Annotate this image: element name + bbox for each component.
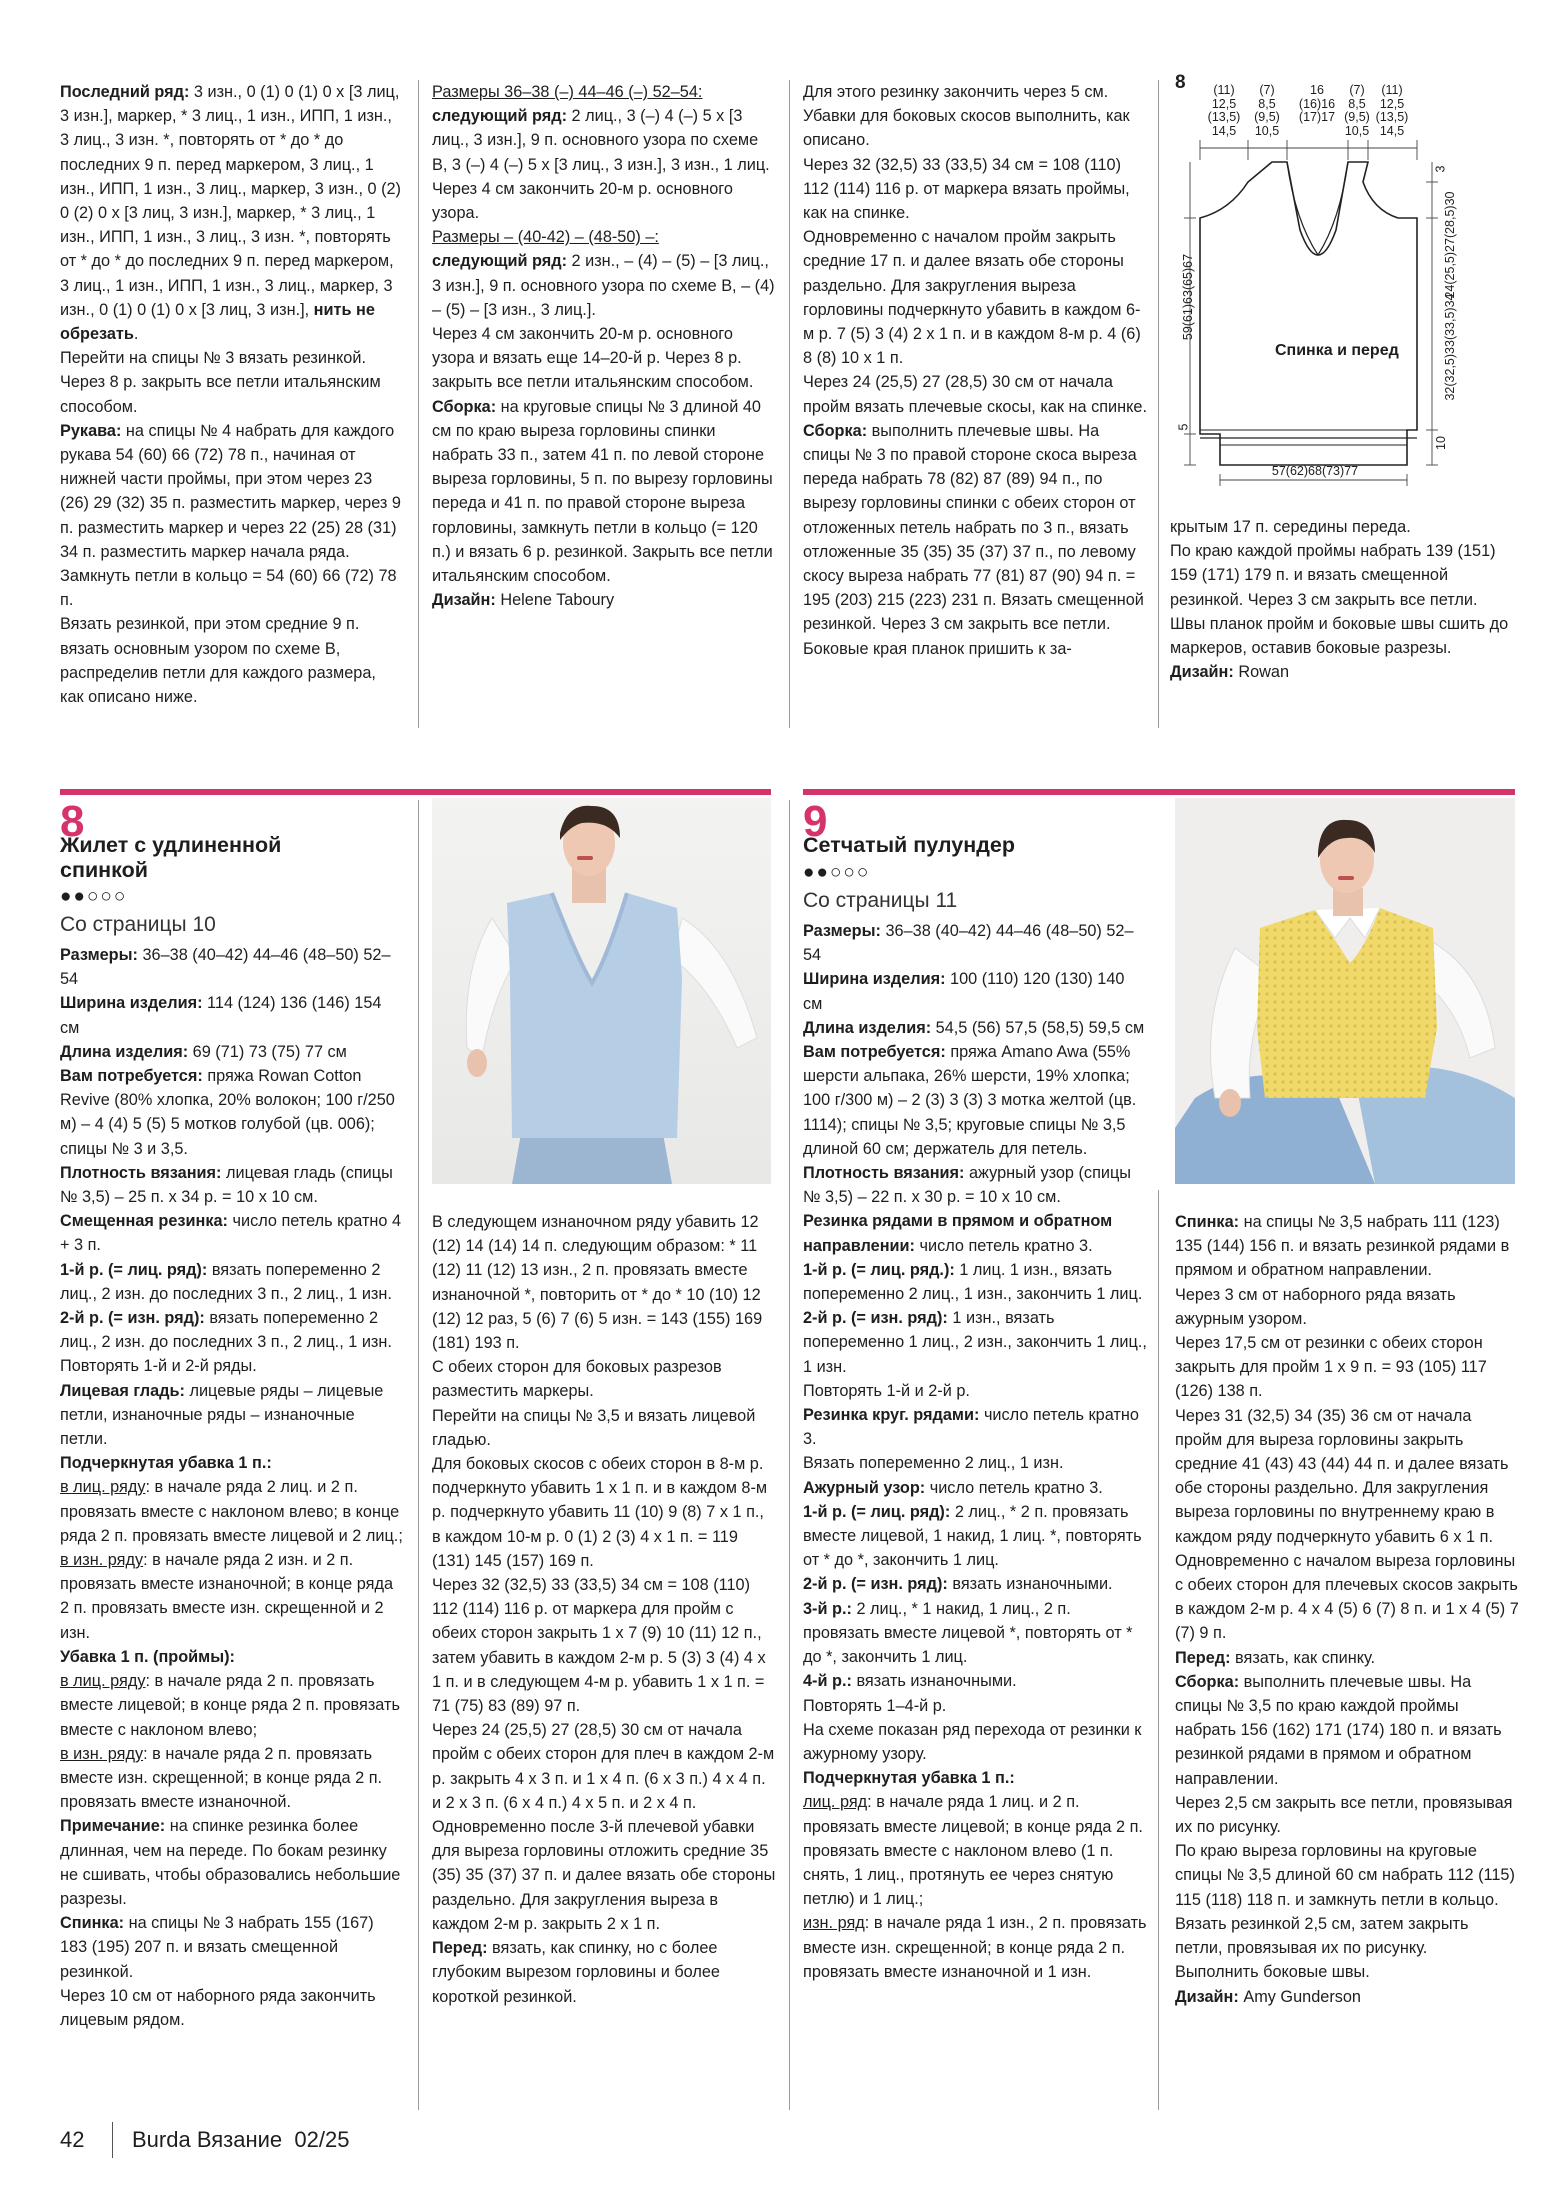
pattern-8-number: 8 (60, 797, 85, 846)
top-dimension (1245, 84, 1289, 138)
paragraph-label: Резинка рядами в прямом и обратном направлении: (803, 1212, 1113, 1255)
c3-assembly-text: выполнить плечевые швы. На спицы № 3 по правой стороне скоса выреза переда набрать 78 (82) 87 (89) 94 п., по вырезу горловины спинки с обеих сторон от отложенных петель набрать по 3 п., вязать отложенные 35 (35) 35 (37) 37 п., по левому скосу выреза набрать 77 (81) 87 (90) 94 п. = 195 (203) 215 (223) 231 п. Вязать смещенной резинкой. Через 3 см закрыть все петли. (803, 421, 1144, 634)
pattern-9-column-1 (803, 919, 1148, 1984)
paragraph-text: пряжа Rowan Cotton Revive (80% хлопка, 20% волокон; 100 г/250 м) – 4 (4) 5 (5) 5 мотков голубой (цв. 006); спицы № 3 и 3,5. (60, 1067, 395, 1158)
next-row-a: 2 лиц., 3 (–) 4 (–) 5 x [3 лиц., 3 изн.], 9 п. основного узора по схеме В, 3 (–) 4 (–) 5 x [3 лиц., 3 изн.], 3 изн., 1 лиц. (432, 107, 770, 174)
paragraph-text: С обеих сторон для боковых разрезов разместить маркеры. (432, 1358, 722, 1401)
dimension-value: 10,5 (1344, 123, 1370, 138)
pattern-8-title: Жилет с удлиненной спинкой (60, 833, 282, 882)
paragraph (803, 1258, 1148, 1306)
paragraph-text: Через 3 см от наборного ряда вязать ажурным узором. (1175, 1285, 1456, 1328)
paragraph-label: Длина изделия: (60, 1042, 189, 1061)
paragraph-text: число петель кратно 4 + 3 п. (60, 1212, 402, 1255)
c3-text1: Для этого резинку закончить через 5 см. Убавки для боковых скосов выполнить, как описано. (803, 83, 1130, 150)
dimension-value: 12,5 (1379, 96, 1405, 111)
paragraph (803, 967, 1148, 1015)
issue-number: 02/25 (294, 2127, 350, 2152)
c3-text4: Через 24 (25,5) 27 (28,5) 30 см от начала пройм вязать плечевые скосы, как на спинке. (803, 373, 1148, 416)
paragraph-text: Amy Gunderson (1243, 1987, 1361, 2006)
paragraph-text: 54,5 (56) 57,5 (58,5) 59,5 см (935, 1018, 1145, 1037)
c4-text1: крытым 17 п. середины переда. (1170, 518, 1411, 536)
next-row-label: следующий ряд: (432, 107, 567, 126)
paragraph (60, 1984, 404, 2032)
paragraph (60, 1064, 404, 1161)
paragraph-text: Вязать резинкой 2,5 см, затем закрыть петли, провязывая их по рисунку. (1175, 1914, 1469, 1958)
dimension-value: (16)16 (1298, 96, 1336, 111)
paragraph (1175, 1670, 1520, 1791)
paragraph-text: 2 лиц., * 1 накид, 1 лиц., 2 п. провязать вместе лицевой *, повторять от * до *, закончить 1 лиц. (803, 1599, 1133, 1667)
paragraph (803, 1161, 1148, 1209)
paragraph (803, 1911, 1148, 1984)
paragraph-text: 114 (124) 136 (146) 154 см (60, 994, 382, 1037)
pullover-photo (1175, 798, 1515, 1184)
paragraph (60, 1475, 404, 1548)
paragraph-text: : в начале ряда 2 изн. и 2 п. провязать вместе изнаночной; в конце ряда 2 п. провязать вместе изн. скрещенной и 2 изн. (60, 1551, 393, 1642)
dimension-value: (7) (1349, 83, 1365, 97)
paragraph (60, 1161, 404, 1209)
paragraph-text: Через 32 (32,5) 33 (33,5) 34 см = 108 (110) 112 (114) 116 р. от маркера для пройм с обеих сторон закрыть 1 x 7 (9) 10 (11) 12 п., затем убавить в каждом 2-м р. 5 (3) 3 (4) 4 x 1 п. и в следующем 4-м р. убавить 1 x 1 п. = 71 (75) 83 (89) 97 п. (432, 1576, 766, 1716)
paragraph (1175, 1331, 1520, 1404)
paragraph (1175, 1985, 1520, 2009)
paragraph (432, 1936, 776, 2009)
dimension-value: (13,5) (1375, 110, 1409, 124)
top-column-4 (1170, 515, 1515, 684)
paragraph (60, 1814, 404, 1911)
left-rib-label: 5 (1176, 423, 1191, 431)
paragraph (803, 1694, 1148, 1718)
paragraph (803, 919, 1148, 967)
column-divider (1158, 80, 1159, 728)
paragraph (60, 1911, 404, 1984)
next-row-b: 2 изн., – (4) – (5) – [3 лиц., 3 изн.], 9 п. основного узора по схеме В, – (4) – (5) – [3 изн., 3 лиц.]. (432, 252, 775, 319)
paragraph-text: число петель кратно 3. (919, 1236, 1093, 1255)
paragraph-text: число петель кратно 3. (803, 1406, 1139, 1449)
paragraph-label: Перед: (432, 1939, 488, 1958)
paragraph (803, 1451, 1148, 1475)
paragraph-text: В следующем изнаночном ряду убавить 12 (12) 14 (14) 14 п. следующим образом: * 11 (12) 11 (12) 13 изн., 2 п. провязать вместе изнаночной *, повторить от * до * 10 (10) 12 (12) 12 раз, 5 (6) 7 (6) 5 изн. = 143 (155) 169 (181) 193 п. (432, 1213, 763, 1353)
paragraph (803, 1379, 1148, 1403)
schematic-diagram (1170, 70, 1510, 510)
paragraph-text: Одновременно после 3-й плечевой убавки для выреза горловины отложить средние 35 (35) 35 (37) 37 п. и далее вязать обе стороны раздельно. Для закругления выреза в каждом 2-м р. закрыть 2 x 1 п. (432, 1818, 776, 1933)
row-type-label: в изн. ряду (60, 1744, 144, 1763)
paragraph (803, 1718, 1148, 1766)
paragraph-text: вязать, как спинку. (1235, 1648, 1376, 1667)
paragraph-label: 4-й р.: (803, 1672, 852, 1691)
paragraph-label: Дизайн: (1175, 1987, 1239, 2006)
paragraph (1175, 1646, 1520, 1670)
row-type-label: изн. ряд (803, 1914, 865, 1933)
paragraph-text: вязать попеременно 2 лиц., 2 изн. до последних 3 п., 2 лиц., 1 изн. (60, 1309, 392, 1352)
sizes-b: Размеры – (40-42) – (48-50) –: (432, 228, 659, 247)
paragraph-text: : в начале ряда 1 изн., 2 п. провязать вместе изн. скрещенной; в конце ряда 2 п. провязать вместе изнаночной и 1 изн. (803, 1914, 1147, 1981)
paragraph (432, 1718, 776, 1815)
paragraph-text: : в начале ряда 2 п. провязать вместе лицевой; в конце ряда 2 п. провязать вместе с наклоном влево; (60, 1672, 400, 1739)
paragraph-label: Смещенная резинка: (60, 1212, 228, 1231)
dimension-value: (11) (1381, 83, 1403, 97)
paragraph (60, 1548, 404, 1645)
paragraph (60, 1040, 404, 1064)
paragraph (803, 1790, 1148, 1911)
sleeves-label: Рукава: (60, 421, 122, 440)
row-type-label: в изн. ряду (60, 1551, 144, 1570)
paragraph-text: 69 (71) 73 (75) 77 см (192, 1042, 347, 1061)
top-column-1: Последний ряд: 3 изн., 0 (1) 0 (1) 0 x [3 лиц, 3 изн.], маркер, * 3 лиц., 1 изн., ИПП, 1 изн., 3 лиц., 3 изн. *, повторять от * до * до последних 9 п. перед маркером, 3 лиц., 1 изн., ИПП, 1 изн., 3 лиц., маркер, 3 изн., 0 (2) 0 (2) 0 x [3 лиц, 3 изн.], маркер, * 3 лиц., 1 изн., ИПП, 1 изн., 3 лиц., 3 изн. *, повторять от * до * до последних 9 п. перед маркером, 3 лиц., 1 изн., ИПП, 1 изн., 3 лиц., маркер, 3 изн., 0 (1) 0 (1) 0 x [3 лиц, 3 изн.], нить не обрезать. Перейти на спицы № 3 вязать резинкой. Через 8 р. закрыть все петли итальянским способом. Рукава: на спицы № 4 набрать для каждого рукава 54 (60) 66 (72) 78 п., начиная от нижней части проймы, при этом через 23 (26) 29 (32) 35 п. разместить маркер, через 9 п. разместить маркер и через 22 (25) 28 (31) 34 п. разместить маркер начала ряда. Замкнуть петли в кольцо = 54 (60) 66 (72) 78 п. Вязать резинкой, при этом средние 9 п. вязать основным узором по схеме В, распределив петли для каждого размера, как описано ниже. (60, 80, 404, 709)
paragraph-text: выполнить плечевые швы. На спицы № 3,5 по краю каждой проймы набрать 156 (162) 171 (174) 180 п. и вязать резинкой рядами в прямом и обратном направлении. (1175, 1672, 1502, 1788)
paragraph (60, 1306, 404, 1354)
paragraph-label: Вам потребуется: (60, 1067, 203, 1086)
top-dimension (1202, 84, 1246, 138)
paragraph (803, 1016, 1148, 1040)
diagram-number: 8 (1175, 72, 1186, 93)
paragraph (432, 1355, 776, 1403)
paragraph (60, 1451, 404, 1475)
column-divider (418, 800, 419, 2110)
right-body-label: 32(32,5)33(33,5)34 (1443, 293, 1457, 401)
c3-text2: Через 32 (32,5) 33 (33,5) 34 см = 108 (110) 112 (114) 116 р. от маркера вязать проймы, как на спинке. (803, 155, 1130, 223)
right-rib-label: 10 (1433, 436, 1448, 450)
right-top-label: 3 (1433, 165, 1448, 173)
dimension-value: (7) (1259, 83, 1275, 97)
transfer-text: Перейти на спицы № 3 вязать резинкой. Через 8 р. закрыть все петли итальянским способом. (60, 349, 381, 416)
paragraph (803, 1403, 1148, 1451)
vest-photo (432, 798, 771, 1184)
top-column-3 (803, 80, 1148, 661)
next-row-label-b: следующий ряд: (432, 252, 567, 271)
pattern-9-column-2 (1175, 1210, 1520, 2009)
paragraph (432, 1452, 776, 1573)
assembly-label: Сборка: (432, 397, 497, 416)
paragraph (1175, 1404, 1520, 1549)
paragraph-label: Подчеркнутая убавка 1 п.: (60, 1454, 272, 1473)
paragraph-label: Сборка: (1175, 1672, 1240, 1691)
paragraph-text: Повторять 1-й и 2-й р. (803, 1381, 970, 1400)
paragraph-label: Ажурный узор: (803, 1478, 926, 1497)
c3-tail: Боковые края планок пришить к за- (803, 639, 1072, 658)
paragraph (803, 1040, 1148, 1161)
paragraph (1175, 1912, 1520, 1960)
bottom-width-label: 57(62)68(73)77 (1271, 464, 1359, 478)
paragraph-text: вязать попеременно 2 лиц., 2 изн. до последних 3 п., 2 лиц., 1 изн. (60, 1260, 392, 1303)
paragraph-text: 36–38 (40–42) 44–46 (48–50) 52–54 (60, 946, 391, 989)
sizes-a: Размеры 36–38 (–) 44–46 (–) 52–54: (432, 83, 703, 101)
paragraph-label: 3-й р.: (803, 1599, 852, 1618)
column-divider (789, 800, 790, 2110)
dimension-value: 14,5 (1211, 123, 1237, 138)
pattern-8-column-2 (432, 1210, 776, 2009)
paragraph-text: На схеме показан ряд перехода от резинки к ажурному узору. (803, 1720, 1142, 1763)
accent-bar-9 (803, 789, 1515, 795)
c3-text3: Одновременно с началом пройм закрыть средние 17 п. и далее вязать обе стороны раздельно. Для закругления выреза горловины подчеркнуто убавить в каждом 6-м р. 7 (5) 3 (4) 2 x 1 п. и в каждом 8-м р. 4 (6) 8 (8) 10 x 1 п. (803, 228, 1141, 368)
diagram-label: Спинка и перед (1275, 342, 1399, 359)
paragraph-text: : в начале ряда 2 лиц. и 2 п. провязать вместе с наклоном влево; в конце ряда 2 п. провязать вместе лицевой и 2 лиц.; (60, 1478, 403, 1545)
paragraph (1175, 1283, 1520, 1331)
after-b: Через 4 см закончить 20-м р. основного узора и вязать еще 14–20-й р. Через 8 р. закрыть все петли итальянским способом. (432, 325, 754, 392)
paragraph-text: 100 (110) 120 (130) 140 см (803, 970, 1125, 1013)
paragraph-text: : в начале ряда 2 п. провязать вместе изн. скрещенной; в конце ряда 2 п. провязать вместе изнаночной. (60, 1744, 383, 1812)
paragraph (803, 1766, 1148, 1790)
paragraph-label: 1-й р. (= лиц. ряд.): (803, 1260, 955, 1279)
paragraph-text: вязать изнаночными. (952, 1575, 1113, 1594)
column-divider (1158, 1190, 1159, 2110)
paragraph-text: Через 24 (25,5) 27 (28,5) 30 см от начала пройм с обеих сторон для плеч в каждом 2-м р. закрыть 4 x 3 п. и 1 x 4 п. (6 x 3 п.) 4 x 4 п. и 2 x 3 п. (6 x 4 п.) 4 x 5 п. и 2 x 4 п. (432, 1721, 775, 1812)
paragraph-text: число петель кратно 3. (929, 1478, 1103, 1497)
footer-magazine (132, 2127, 349, 2153)
paragraph-text: 36–38 (40–42) 44–46 (48–50) 52–54 (803, 922, 1134, 965)
pattern-8-column-1 (60, 943, 404, 2032)
accent-bar-8 (60, 789, 771, 795)
last-row-label: Последний ряд: (60, 83, 190, 101)
difficulty-rating-9: ●●○○○ (803, 862, 871, 883)
c4-text3: Швы планок пройм и боковые швы сшить до маркеров, оставив боковые разрезы. (1170, 614, 1509, 658)
paragraph-label: Спинка: (1175, 1213, 1240, 1231)
dimension-value: 8,5 (1258, 96, 1276, 111)
paragraph-label: Длина изделия: (803, 1018, 932, 1037)
paragraph-label: 1-й р. (= лиц. ряд): (60, 1260, 208, 1279)
paragraph-text: лицевая гладь (спицы № 3,5) – 25 п. x 34 р. = 10 x 10 см. (60, 1163, 393, 1207)
paragraph-label: Плотность вязания: (60, 1163, 222, 1182)
paragraph-label: Подчеркнутая убавка 1 п.: (803, 1769, 1015, 1788)
paragraph-text: Выполнить боковые швы. (1175, 1963, 1370, 1982)
paragraph (60, 1379, 404, 1452)
dimension-value: (13,5) (1207, 110, 1241, 124)
c4-design-label: Дизайн: (1170, 663, 1234, 682)
last-row-text: 3 изн., 0 (1) 0 (1) 0 x [3 лиц, 3 изн.], маркер, * 3 лиц., 1 изн., ИПП, 1 изн., 3 лиц., 3 изн. *, повторять от * до * до последних 9 п. перед маркером, 3 лиц., 1 изн., ИПП, 1 изн., 3 лиц., маркер, 3 изн., 0 (2) 0 (2) 0 x [3 лиц, 3 изн.], маркер, * 3 лиц., 1 изн., ИПП, 1 изн., 3 лиц., 3 изн. *, повторять от * до * до последних 9 п. перед маркером, 3 лиц., 1 изн., ИПП, 1 изн., 3 лиц., маркер, 3 изн., 0 (1) 0 (1) 0 x [3 лиц, 3 изн.], (60, 83, 401, 319)
paragraph-text: на спицы № 3 набрать 155 (167) 183 (195) 207 п. и вязать смещенной резинкой. (60, 1914, 374, 1981)
paragraph-label: Примечание: (60, 1817, 166, 1836)
row-type-label: в лиц. ряду (60, 1672, 146, 1691)
paragraph-text: Одновременно с началом выреза горловины с обеих сторон для плечевых скосов закрыть в каждом 2-м р. 4 x 4 (5) 6 (7) 8 п. и 1 x 4 (5) 7 (7) 9 п. (1175, 1551, 1519, 1643)
pattern-9-number: 9 (803, 797, 828, 846)
paragraph (803, 1597, 1148, 1670)
row-type-label: лиц. ряд (803, 1793, 868, 1812)
footer-divider (112, 2122, 113, 2158)
paragraph (60, 1645, 404, 1669)
paragraph-text: Для боковых скосов с обеих сторон в 8-м р. подчеркнуто убавить 1 x 1 п. и в каждом 8-м р. подчеркнуто убавить 11 (10) 9 (8) 7 x 1 п., в каждом 10-м р. 0 (1) 2 (3) 4 x 1 п. = 119 (131) 145 (157) 169 п. (432, 1455, 768, 1570)
paragraph (803, 1572, 1148, 1596)
paragraph (803, 1209, 1148, 1257)
no-cut-text: нить не обрезать (60, 300, 375, 344)
paragraph (432, 1815, 776, 1936)
paragraph (60, 1209, 404, 1257)
from-page-8: Со страницы 10 (60, 913, 216, 936)
paragraph-text: Через 31 (32,5) 34 (35) 36 см от начала пройм для выреза горловины закрыть средние 41 (43) 43 (44) 44 п. и далее вязать обе стороны раздельно. Для закругления выреза горловины по внутреннему краю в каждом ряду подчеркнуто убавить 6 x 1 п. (1175, 1406, 1509, 1546)
paragraph-text: 2 лиц., * 2 п. провязать вместе лицевой, 1 накид, 1 лиц. *, повторять от * до *, закончить 1 лиц. (803, 1502, 1142, 1570)
column-divider (789, 80, 790, 728)
row-type-label: в лиц. ряду (60, 1478, 146, 1497)
paragraph-text: Повторять 1-й и 2-й ряды. (60, 1357, 257, 1376)
design-value: Helene Taboury (500, 591, 615, 610)
paragraph-text: лицевые ряды – лицевые петли, изнаночные ряды – изнаночные петли. (60, 1381, 384, 1449)
paragraph (60, 1354, 404, 1378)
dimension-value: 14,5 (1379, 123, 1405, 138)
paragraph (1175, 1791, 1520, 1839)
paragraph (60, 943, 404, 991)
paragraph-text: Через 2,5 см закрыть все петли, провязывая их по рисунку. (1175, 1793, 1513, 1837)
paragraph-label: Плотность вязания: (803, 1164, 965, 1183)
paragraph-label: Убавка 1 п. (проймы): (60, 1647, 235, 1666)
paragraph-label: 2-й р. (= изн. ряд): (60, 1309, 205, 1328)
paragraph (1175, 1960, 1520, 1984)
paragraph-label: Ширина изделия: (60, 994, 203, 1013)
paragraph-text: Перейти на спицы № 3,5 и вязать лицевой гладью. (432, 1406, 756, 1449)
paragraph (1175, 1549, 1520, 1646)
paragraph (60, 1258, 404, 1306)
paragraph-text: на спинке резинка более длинная, чем на переде. По бокам резинку не сшивать, чтобы образовались небольшие разрезы. (60, 1817, 401, 1908)
paragraph-label: Вам потребуется: (803, 1043, 946, 1062)
paragraph-text: Через 10 см от наборного ряда закончить лицевым рядом. (60, 1986, 376, 2029)
paragraph-text: 1 лиц. 1 изн., вязать попеременно 2 лиц., 1 изн., закончить 1 лиц. (803, 1260, 1143, 1304)
dimension-value: 16 (1310, 83, 1324, 97)
paragraph (1175, 1210, 1520, 1283)
top-column-2 (432, 80, 776, 612)
top-dimension (1295, 84, 1339, 125)
dimension-value: 12,5 (1211, 96, 1237, 111)
pattern-9-title: Сетчатый пулундер (803, 833, 1015, 857)
dimension-value: (9,5) (1344, 110, 1370, 124)
after-a: Через 4 см закончить 20-м р. основного узора. (432, 179, 733, 223)
left-height-label: 59(61)63(65)67 (1181, 253, 1195, 341)
paragraph-label: Ширина изделия: (803, 970, 946, 989)
dimension-value: (17)17 (1298, 110, 1336, 124)
assembly-text: на круговые спицы № 3 длиной 40 см по краю выреза горловины спинки набрать 33 п., затем 41 п. по левой стороне выреза горловины, 5 п. по вырезу горловины переда и 41 п. по правой стороне выреза горловины, замкнуть петли в кольцо (= 120 п.) и вязать 6 р. резинкой. Закрыть все петли итальянским способом. (432, 397, 773, 586)
paragraph-text: пряжа Amano Awa (55% шерсти альпака, 26% шерсти, 19% хлопка; 100 г/300 м) – 2 (3) 3 (3) 3 мотка желтой (цв. 1114); спицы № 3,5; круговые спицы № 3,5 длиной 60 см; держатель для петель. (803, 1043, 1137, 1158)
from-page-9: Со страницы 11 (803, 889, 958, 912)
paragraph-label: 1-й р. (= лиц. ряд): (803, 1502, 951, 1521)
difficulty-rating-8: ●●○○○ (60, 886, 128, 907)
design-label: Дизайн: (432, 591, 496, 610)
paragraph-label: Размеры: (60, 946, 138, 964)
dimension-value: 10,5 (1254, 123, 1280, 138)
paragraph-text: вязать изнаночными. (856, 1672, 1017, 1691)
paragraph (803, 1669, 1148, 1693)
paragraph (60, 1742, 404, 1815)
c3-assembly-label: Сборка: (803, 421, 868, 440)
dimension-value: (9,5) (1254, 110, 1280, 124)
c4-text2: По краю каждой проймы набрать 139 (151) 159 (171) 179 п. и вязать смещенной резинкой. Через 3 см закрыть все петли. (1170, 542, 1496, 609)
paragraph-label: Размеры: (803, 922, 881, 940)
page-number: 42 (60, 2127, 85, 2152)
paragraph-text: ажурный узор (спицы № 3,5) – 22 п. x 30 р. = 10 x 10 см. (803, 1164, 1132, 1207)
dimension-value: (11) (1213, 83, 1235, 97)
rib-text: Вязать резинкой, при этом средние 9 п. вязать основным узором по схеме В, распределив петли для каждого размера, как описано ниже. (60, 615, 376, 707)
paragraph-label: Лицевая гладь: (60, 1381, 185, 1400)
paragraph-text: Через 17,5 см от резинки с обеих сторон закрыть для пройм 1 x 9 п. = 93 (105) 117 (126) 138 п. (1175, 1334, 1487, 1401)
paragraph (432, 1210, 776, 1355)
paragraph (60, 991, 404, 1039)
paragraph-text: По краю выреза горловины на круговые спицы № 3,5 длиной 60 см набрать 112 (115) 115 (118) 118 п. и замкнуть петли в кольцо. (1175, 1842, 1515, 1909)
paragraph (432, 1573, 776, 1718)
paragraph (432, 1404, 776, 1452)
paragraph-label: Спинка: (60, 1914, 125, 1933)
paragraph-text: вязать, как спинку, но с более глубоким вырезом горловины и более короткой резинкой. (432, 1939, 720, 2006)
sleeves-text: на спицы № 4 набрать для каждого рукава 54 (60) 66 (72) 78 п., начиная от нижней части проймы, при этом через 23 (26) 29 (32) 35 п. разместить маркер, через 9 п. разместить маркер и через 22 (25) 28 (31) 34 п. разместить маркер начала ряда. Замкнуть петли в кольцо = 54 (60) 66 (72) 78 п. (60, 421, 401, 610)
c4-design-value: Rowan (1238, 663, 1290, 682)
paragraph (803, 1500, 1148, 1573)
paragraph (60, 1669, 404, 1742)
right-armhole-label: 24(25,5)27(28,5)30 (1443, 191, 1457, 299)
paragraph-text: Повторять 1–4-й р. (803, 1696, 947, 1715)
magazine-name: Burda Вязание (132, 2127, 283, 2152)
paragraph-label: 2-й р. (= изн. ряд): (803, 1575, 948, 1594)
paragraph-text: Вязать попеременно 2 лиц., 1 изн. (803, 1454, 1064, 1473)
paragraph (803, 1476, 1148, 1500)
paragraph-label: Перед: (1175, 1648, 1231, 1667)
paragraph (803, 1306, 1148, 1379)
column-divider (418, 80, 419, 728)
top-dimension (1370, 84, 1414, 138)
paragraph (1175, 1839, 1520, 1912)
paragraph-text: на спицы № 3,5 набрать 111 (123) 135 (144) 156 п. и вязать резинкой рядами в прямом и обратном направлении. (1175, 1213, 1510, 1280)
paragraph-label: Резинка круг. рядами: (803, 1406, 980, 1425)
paragraph-text: 1 изн., вязать попеременно 1 лиц., 2 изн., закончить 1 лиц., 1 изн. (803, 1309, 1147, 1376)
paragraph-label: 2-й р. (= изн. ряд): (803, 1309, 948, 1328)
dimension-value: 8,5 (1348, 96, 1366, 111)
paragraph-text: : в начале ряда 1 лиц. и 2 п. провязать вместе лицевой; в конце ряда 2 п. провязать вместе с наклоном влево (1 п. снять, 1 лиц., протянуть ее через снятую петлю) и 1 лиц.; (803, 1793, 1143, 1909)
